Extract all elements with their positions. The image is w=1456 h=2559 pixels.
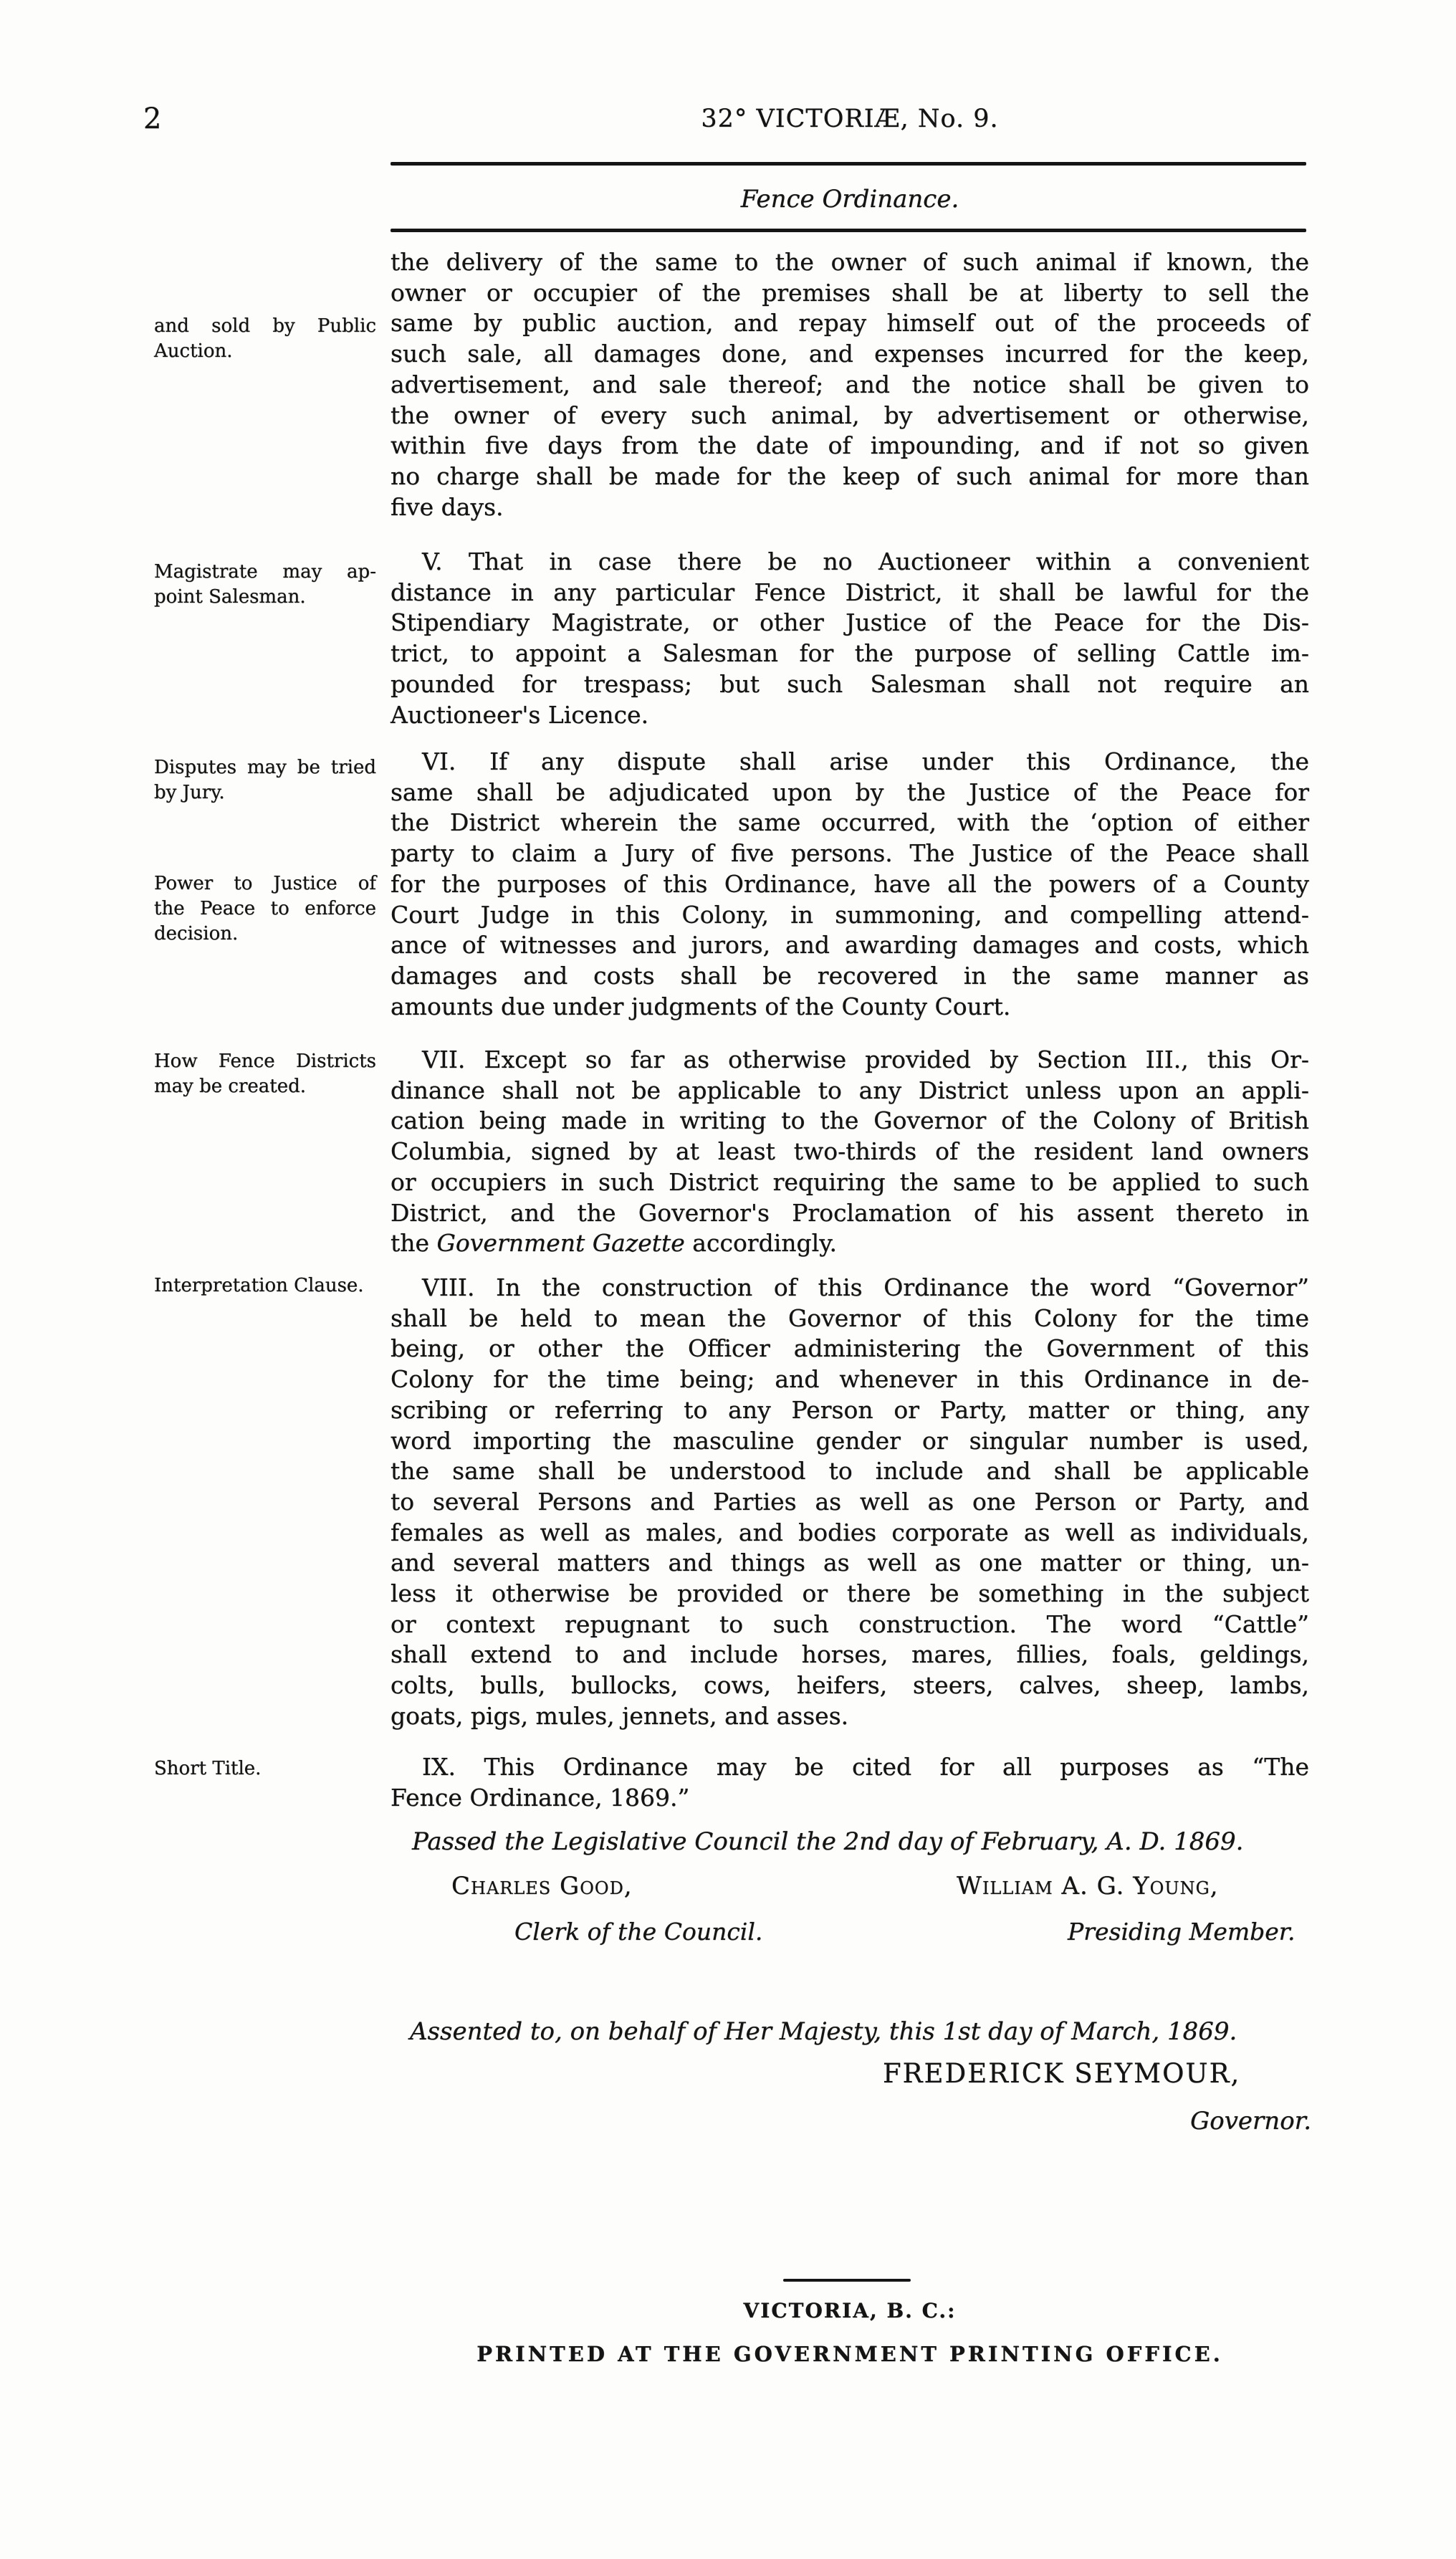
governor-signature-name: FREDERICK SEYMOUR, xyxy=(883,2058,1241,2089)
governor-signature-role: Governor. xyxy=(1190,2107,1311,2135)
page-number: 2 xyxy=(143,102,162,135)
document-title: Fence Ordinance. xyxy=(740,185,959,214)
header-rule-bottom xyxy=(391,229,1306,232)
running-head: 32° VICTORIÆ, No. 9. xyxy=(701,105,999,133)
signature-presiding-role: Presiding Member. xyxy=(1068,1918,1295,1946)
section-iv-continuation-paragraph: the delivery of the same to the owner of such animal if known, the owner or occupier of the premises shall be at liberty to sell the same by public auction, and repay himself out of the proceeds of such sale, all damages done, and expenses incurred for the keep, advertisement, and sale thereof; and the notice shall be given to the owner of every such animal, by advertisement or otherwise, within five days from the date of impounding, and if not so given no charge shall be made for the keep of such animal for more than five days. xyxy=(391,248,1309,521)
margin-note-sold-by-public-auction: and sold by Public Auction. xyxy=(154,315,376,362)
signature-clerk-role: Clerk of the Council. xyxy=(514,1918,763,1946)
header-rule-top xyxy=(391,162,1306,166)
margin-note-disputes-tried-by-jury: Disputes may be tried by Jury. xyxy=(154,757,376,803)
imprint-rule xyxy=(783,2279,911,2282)
section-v-paragraph: V. That in case there be no Auctioneer within a convenient distance in any particular Fence District, it shall be lawful for the Stipendiary Magistrate, or other Justice of the Peace for the Dis- trict, to appoint a Salesman for the purpose of selling Cattle im- pounded for trespass; but such Salesman shall not require an Auctioneer's Licence. xyxy=(391,547,1309,729)
section-ix-paragraph: IX. This Ordinance may be cited for all purposes as “The Fence Ordinance, 1869.” xyxy=(391,1753,1309,1812)
imprint-place: VICTORIA, B. C.: xyxy=(743,2299,957,2323)
passed-council-line: Passed the Legislative Council the 2nd day of February, A. D. 1869. xyxy=(412,1827,1244,1856)
margin-note-short-title: Short Title. xyxy=(154,1758,262,1779)
section-vii-paragraph: VII. Except so far as otherwise provided by Section III., this Or- dinance shall not be applicable to any District unless upon an appli- cation being made in writing to the Governor of the Colony of British Columbia, signed by at least two-thirds of the resident land owners or occupiers in such District requiring the same to be applied to such District, and the Governor's Proclamation of his assent thereto in the Government Gazette accordingly. xyxy=(391,1046,1309,1258)
assent-line: Assented to, on behalf of Her Majesty, this 1st day of March, 1869. xyxy=(410,2017,1237,2046)
section-vi-paragraph: VI. If any dispute shall arise under this Ordinance, the same shall be adjudicated upon by the Justice of the Peace for the District wherein the same occurred, with the ‘option of either party to claim a Jury of five persons. The Justice of the Peace shall for the purposes of this Ordinance, have all the powers of a County Court Judge in this Colony, in summoning, and compelling attend- ance of witnesses and jurors, and awarding damages and costs, which damages and costs shall be recovered in the same manner as amounts due under judgments of the County Court. xyxy=(391,747,1309,1020)
signature-presiding-name: William A. G. Young, xyxy=(957,1872,1219,1900)
margin-note-magistrate-appoint-salesman: Magistrate may ap- point Salesman. xyxy=(154,561,376,608)
imprint-printer: PRINTED AT THE GOVERNMENT PRINTING OFFICE. xyxy=(476,2342,1223,2366)
margin-note-how-fence-districts-created: How Fence Districts may be created. xyxy=(154,1051,376,1097)
margin-note-interpretation-clause: Interpretation Clause. xyxy=(154,1275,364,1296)
margin-note-power-to-justice: Power to Justice of the Peace to enforce decision. xyxy=(154,873,376,944)
signature-clerk-name: Charles Good, xyxy=(451,1872,633,1900)
section-viii-paragraph: VIII. In the construction of this Ordinance the word “Governor” shall be held to mean the Governor of this Colony for the time being, or other the Officer administering the Government of this Colony for the time being; and whenever in this Ordinance in de- scribing or referring to any Person or Party, matter or thing, any word importing the masculine gender or singular number is used, the same shall be understood to include and shall be applicable to several Persons and Parties as well as one Person or Party, and females as well as males, and bodies corporate as well as individuals, and several matters and things as well as one matter or thing, un- less it otherwise be provided or there be something in the subject or context repugnant to such construction. The word “Cattle” shall extend to and include horses, mares, fillies, foals, geldings, colts, bulls, bullocks, cows, heifers, steers, calves, sheep, lambs, goats, pigs, mules, jennets, and asses. xyxy=(391,1273,1309,1730)
